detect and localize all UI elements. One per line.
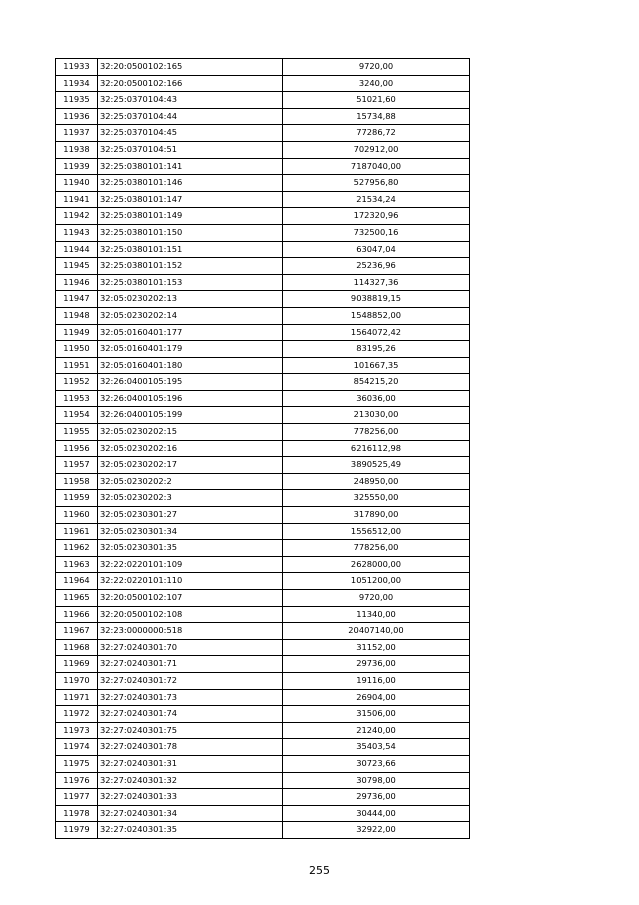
row-number-cell: 11961 — [56, 523, 98, 540]
cadastral-number-cell: 32:26:0400105:196 — [98, 390, 283, 407]
cadastral-number-cell: 32:05:0230202:3 — [98, 490, 283, 507]
row-number-cell: 11944 — [56, 241, 98, 258]
table-row — [56, 639, 470, 656]
row-number-cell: 11974 — [56, 739, 98, 756]
table-row — [56, 390, 470, 407]
table-row — [56, 739, 470, 756]
cadastral-number-cell: 32:05:0230202:15 — [98, 424, 283, 441]
table-row — [56, 324, 470, 341]
cadastral-number-cell: 32:05:0230202:2 — [98, 473, 283, 490]
cadastral-number-cell: 32:26:0400105:199 — [98, 407, 283, 424]
row-number-cell: 11947 — [56, 291, 98, 308]
cadastral-number-cell: 32:20:0500102:107 — [98, 590, 283, 607]
table-row — [56, 208, 470, 225]
value-cell: 30798,00 — [283, 772, 470, 789]
value-cell: 778256,00 — [283, 424, 470, 441]
value-cell: 1548852,00 — [283, 307, 470, 324]
value-cell: 3240,00 — [283, 75, 470, 92]
value-cell: 11340,00 — [283, 606, 470, 623]
row-number-cell: 11937 — [56, 125, 98, 142]
cadastral-number-cell: 32:25:0370104:44 — [98, 108, 283, 125]
table-row — [56, 789, 470, 806]
value-cell: 6216112,98 — [283, 440, 470, 457]
row-number-cell: 11964 — [56, 573, 98, 590]
table-row — [56, 540, 470, 557]
value-cell: 317890,00 — [283, 507, 470, 524]
table-row — [56, 689, 470, 706]
table-row — [56, 424, 470, 441]
table-row — [56, 307, 470, 324]
table-row — [56, 473, 470, 490]
value-cell: 9720,00 — [283, 590, 470, 607]
cadastral-number-cell: 32:05:0230301:34 — [98, 523, 283, 540]
value-cell: 31152,00 — [283, 639, 470, 656]
table-row — [56, 224, 470, 241]
value-cell: 325550,00 — [283, 490, 470, 507]
value-cell: 21240,00 — [283, 722, 470, 739]
row-number-cell: 11946 — [56, 274, 98, 291]
value-cell: 9720,00 — [283, 59, 470, 76]
cadastral-number-cell: 32:27:0240301:71 — [98, 656, 283, 673]
table-row — [56, 191, 470, 208]
cadastral-number-cell: 32:27:0240301:33 — [98, 789, 283, 806]
row-number-cell: 11953 — [56, 390, 98, 407]
row-number-cell: 11960 — [56, 507, 98, 524]
row-number-cell: 11973 — [56, 722, 98, 739]
row-number-cell: 11945 — [56, 258, 98, 275]
table-row — [56, 656, 470, 673]
table-row — [56, 772, 470, 789]
row-number-cell: 11979 — [56, 822, 98, 839]
value-cell: 778256,00 — [283, 540, 470, 557]
table-row — [56, 75, 470, 92]
cadastral-number-cell: 32:20:0500102:166 — [98, 75, 283, 92]
table-row — [56, 125, 470, 142]
cadastral-number-cell: 32:27:0240301:70 — [98, 639, 283, 656]
table-row — [56, 440, 470, 457]
table-body — [56, 59, 470, 839]
row-number-cell: 11954 — [56, 407, 98, 424]
value-cell: 213030,00 — [283, 407, 470, 424]
table-row — [56, 822, 470, 839]
row-number-cell: 11938 — [56, 141, 98, 158]
value-cell: 35403,54 — [283, 739, 470, 756]
cadastral-number-cell: 32:25:0380101:149 — [98, 208, 283, 225]
value-cell: 77286,72 — [283, 125, 470, 142]
row-number-cell: 11955 — [56, 424, 98, 441]
cadastral-number-cell: 32:27:0240301:32 — [98, 772, 283, 789]
cadastral-number-cell: 32:25:0380101:150 — [98, 224, 283, 241]
table-row — [56, 108, 470, 125]
row-number-cell: 11975 — [56, 755, 98, 772]
table-row — [56, 606, 470, 623]
value-cell: 101667,35 — [283, 357, 470, 374]
row-number-cell: 11969 — [56, 656, 98, 673]
cadastral-number-cell: 32:25:0370104:43 — [98, 92, 283, 109]
value-cell: 854215,20 — [283, 374, 470, 391]
value-cell: 15734,88 — [283, 108, 470, 125]
value-cell: 36036,00 — [283, 390, 470, 407]
value-cell: 21534,24 — [283, 191, 470, 208]
row-number-cell: 11939 — [56, 158, 98, 175]
table-row — [56, 623, 470, 640]
cadastral-number-cell: 32:27:0240301:75 — [98, 722, 283, 739]
value-cell: 7187040,00 — [283, 158, 470, 175]
value-cell: 1564072,42 — [283, 324, 470, 341]
cadastral-number-cell: 32:25:0380101:152 — [98, 258, 283, 275]
cadastral-number-cell: 32:05:0160401:180 — [98, 357, 283, 374]
row-number-cell: 11968 — [56, 639, 98, 656]
cadastral-number-cell: 32:22:0220101:109 — [98, 556, 283, 573]
value-cell: 51021,60 — [283, 92, 470, 109]
table-row — [56, 556, 470, 573]
table-row — [56, 241, 470, 258]
table-row — [56, 706, 470, 723]
cadastral-number-cell: 32:05:0160401:179 — [98, 341, 283, 358]
table-row — [56, 158, 470, 175]
row-number-cell: 11941 — [56, 191, 98, 208]
row-number-cell: 11948 — [56, 307, 98, 324]
value-cell: 29736,00 — [283, 789, 470, 806]
row-number-cell: 11977 — [56, 789, 98, 806]
value-cell: 20407140,00 — [283, 623, 470, 640]
cadastral-number-cell: 32:27:0240301:31 — [98, 755, 283, 772]
value-cell: 31506,00 — [283, 706, 470, 723]
row-number-cell: 11967 — [56, 623, 98, 640]
table-row — [56, 274, 470, 291]
table-row — [56, 722, 470, 739]
cadastral-number-cell: 32:05:0230202:13 — [98, 291, 283, 308]
cadastral-number-cell: 32:27:0240301:78 — [98, 739, 283, 756]
cadastral-number-cell: 32:20:0500102:165 — [98, 59, 283, 76]
cadastral-number-cell: 32:27:0240301:74 — [98, 706, 283, 723]
page-number: 255 — [309, 864, 330, 877]
cadastral-number-cell: 32:27:0240301:35 — [98, 822, 283, 839]
row-number-cell: 11971 — [56, 689, 98, 706]
table-row — [56, 590, 470, 607]
row-number-cell: 11933 — [56, 59, 98, 76]
cadastral-number-cell: 32:25:0380101:151 — [98, 241, 283, 258]
cadastral-number-cell: 32:25:0380101:141 — [98, 158, 283, 175]
cadastral-number-cell: 32:25:0370104:45 — [98, 125, 283, 142]
table-row — [56, 573, 470, 590]
row-number-cell: 11970 — [56, 672, 98, 689]
row-number-cell: 11949 — [56, 324, 98, 341]
value-cell: 83195,26 — [283, 341, 470, 358]
cadastral-number-cell: 32:22:0220101:110 — [98, 573, 283, 590]
cadastral-number-cell: 32:05:0160401:177 — [98, 324, 283, 341]
table-row — [56, 805, 470, 822]
cadastral-number-cell: 32:05:0230301:27 — [98, 507, 283, 524]
table-row — [56, 755, 470, 772]
value-cell: 29736,00 — [283, 656, 470, 673]
table-row — [56, 258, 470, 275]
table-row — [56, 291, 470, 308]
row-number-cell: 11936 — [56, 108, 98, 125]
cadastral-number-cell: 32:05:0230202:14 — [98, 307, 283, 324]
value-cell: 30444,00 — [283, 805, 470, 822]
row-number-cell: 11976 — [56, 772, 98, 789]
value-cell: 30723,66 — [283, 755, 470, 772]
cadastral-number-cell: 32:05:0230202:17 — [98, 457, 283, 474]
cadastral-number-cell: 32:23:0000000:518 — [98, 623, 283, 640]
row-number-cell: 11966 — [56, 606, 98, 623]
row-number-cell: 11962 — [56, 540, 98, 557]
cadastral-number-cell: 32:05:0230301:35 — [98, 540, 283, 557]
table-row — [56, 457, 470, 474]
row-number-cell: 11972 — [56, 706, 98, 723]
cadastral-number-cell: 32:25:0370104:51 — [98, 141, 283, 158]
table-row — [56, 92, 470, 109]
row-number-cell: 11950 — [56, 341, 98, 358]
cadastral-number-cell: 32:20:0500102:108 — [98, 606, 283, 623]
value-cell: 1051200,00 — [283, 573, 470, 590]
value-cell: 3890525,49 — [283, 457, 470, 474]
row-number-cell: 11965 — [56, 590, 98, 607]
cadastral-number-cell: 32:05:0230202:16 — [98, 440, 283, 457]
table-row — [56, 141, 470, 158]
table-row — [56, 175, 470, 192]
table-row — [56, 507, 470, 524]
table-row — [56, 59, 470, 76]
table-row — [56, 672, 470, 689]
row-number-cell: 11952 — [56, 374, 98, 391]
cadastral-number-cell: 32:27:0240301:34 — [98, 805, 283, 822]
cadastral-number-cell: 32:27:0240301:73 — [98, 689, 283, 706]
value-cell: 732500,16 — [283, 224, 470, 241]
cadastral-number-cell: 32:25:0380101:146 — [98, 175, 283, 192]
table-row — [56, 357, 470, 374]
cadastral-number-cell: 32:25:0380101:147 — [98, 191, 283, 208]
value-cell: 2628000,00 — [283, 556, 470, 573]
value-cell: 1556512,00 — [283, 523, 470, 540]
row-number-cell: 11958 — [56, 473, 98, 490]
cadastral-value-table — [55, 58, 470, 839]
row-number-cell: 11935 — [56, 92, 98, 109]
row-number-cell: 11934 — [56, 75, 98, 92]
table-row — [56, 407, 470, 424]
row-number-cell: 11943 — [56, 224, 98, 241]
table-row — [56, 341, 470, 358]
value-cell: 527956,80 — [283, 175, 470, 192]
value-cell: 248950,00 — [283, 473, 470, 490]
value-cell: 9038819,15 — [283, 291, 470, 308]
row-number-cell: 11940 — [56, 175, 98, 192]
table-row — [56, 490, 470, 507]
value-cell: 63047,04 — [283, 241, 470, 258]
cadastral-number-cell: 32:27:0240301:72 — [98, 672, 283, 689]
row-number-cell: 11978 — [56, 805, 98, 822]
cadastral-number-cell: 32:26:0400105:195 — [98, 374, 283, 391]
value-cell: 114327,36 — [283, 274, 470, 291]
value-cell: 19116,00 — [283, 672, 470, 689]
table-row — [56, 374, 470, 391]
value-cell: 32922,00 — [283, 822, 470, 839]
value-cell: 25236,96 — [283, 258, 470, 275]
value-cell: 26904,00 — [283, 689, 470, 706]
row-number-cell: 11959 — [56, 490, 98, 507]
row-number-cell: 11963 — [56, 556, 98, 573]
value-cell: 702912,00 — [283, 141, 470, 158]
row-number-cell: 11942 — [56, 208, 98, 225]
value-cell: 172320,96 — [283, 208, 470, 225]
row-number-cell: 11956 — [56, 440, 98, 457]
row-number-cell: 11957 — [56, 457, 98, 474]
cadastral-number-cell: 32:25:0380101:153 — [98, 274, 283, 291]
row-number-cell: 11951 — [56, 357, 98, 374]
table-row — [56, 523, 470, 540]
